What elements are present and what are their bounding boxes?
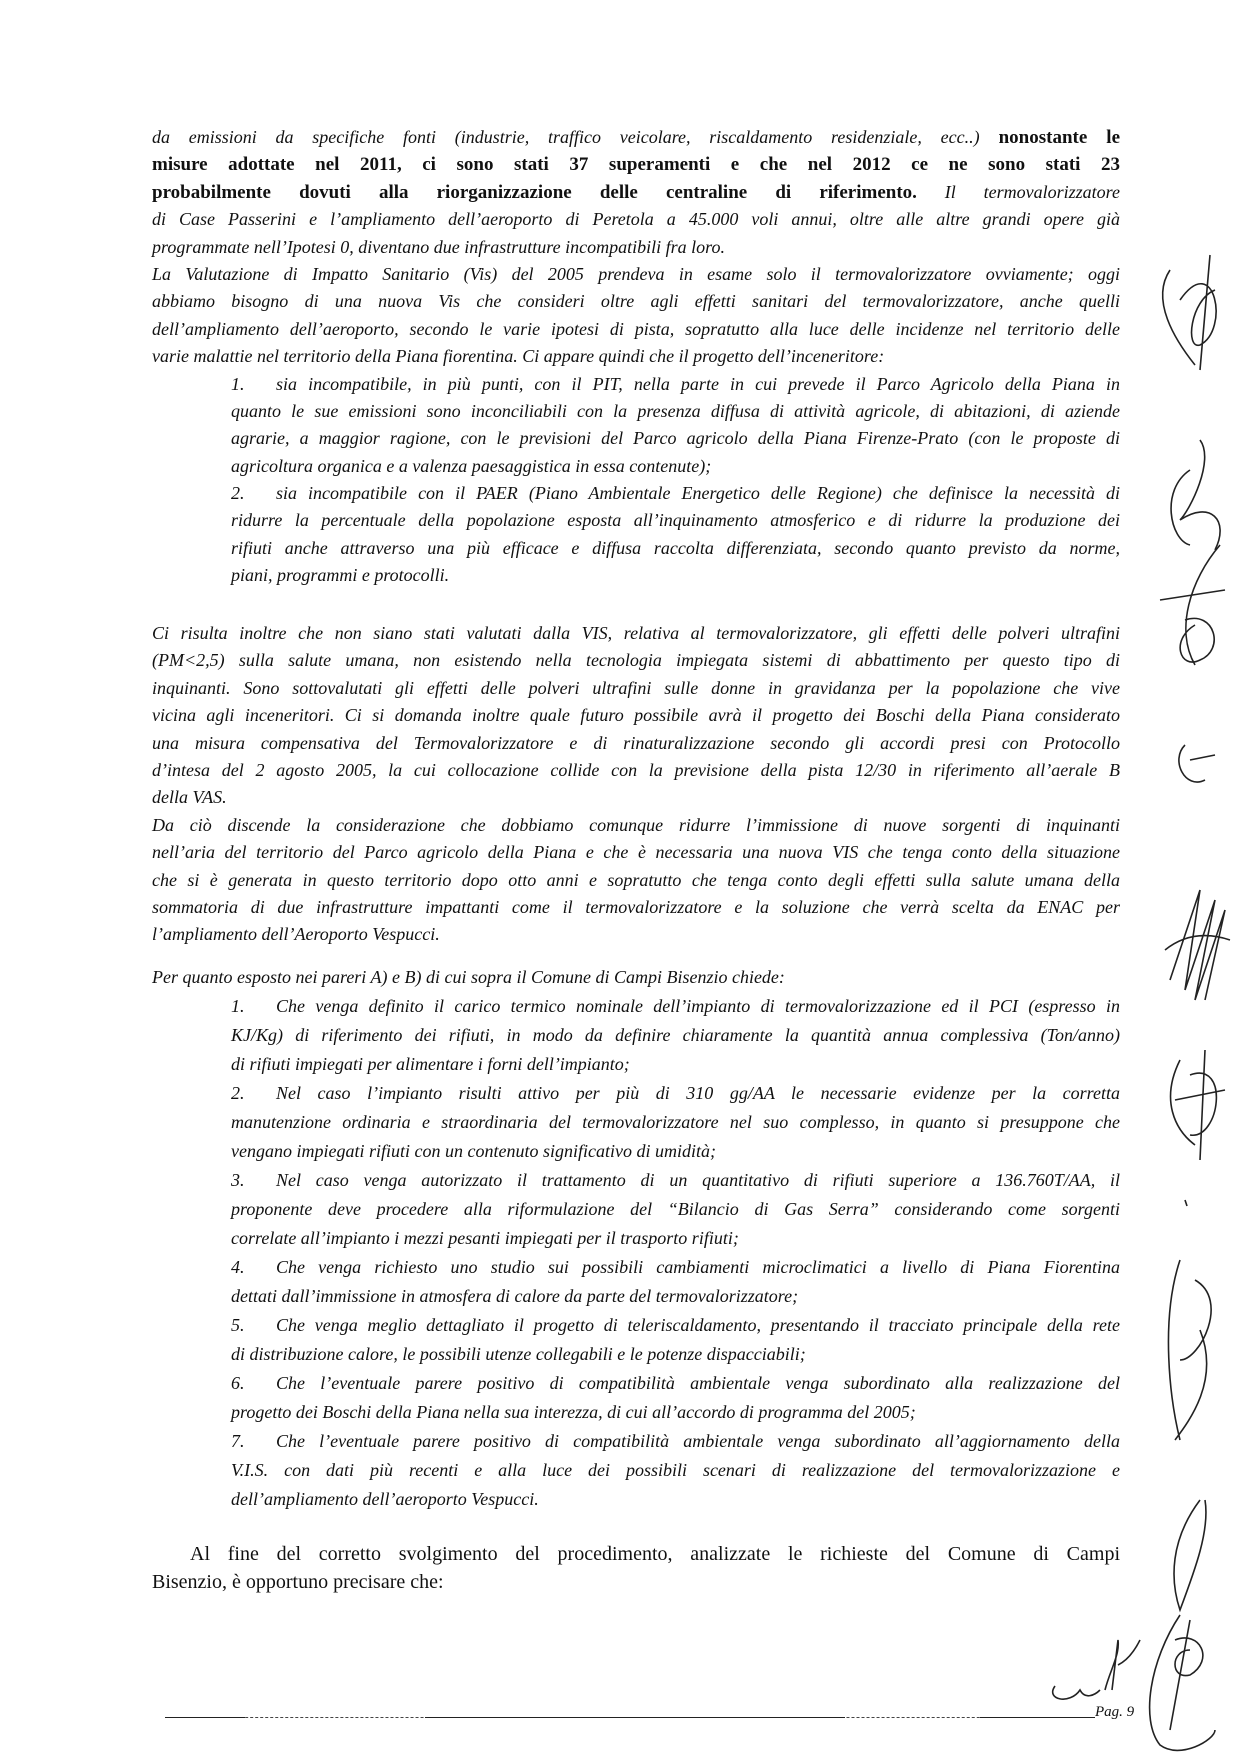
line-text: di Case Passerini e l’ampliamento dell’aeroporto di Peretola a 45.000 voli annui, oltre alle altre grandi opere già	[152, 209, 1120, 230]
closing-line	[152, 1568, 1120, 1596]
list-item-line	[231, 425, 1120, 452]
list-item-line	[231, 453, 1120, 480]
text-line	[152, 675, 1120, 702]
list-item-text: Nel caso venga autorizzato il trattamento di un quantitativo di rifiuti superiore a 136.760T/AA, il	[276, 1170, 1120, 1190]
list-item-number: 6.	[231, 1373, 245, 1393]
paragraph-ultrafine-dust	[152, 620, 1120, 812]
margin-initial-3	[1160, 545, 1225, 665]
line-text: (PM<2,5) sulla salute umana, non esistendo nella tecnologia impiegata sistemi di abbattimento per questo tipo di	[152, 650, 1120, 671]
text-line	[152, 206, 1120, 233]
list-item-line	[231, 1108, 1120, 1137]
text-line	[152, 343, 1120, 370]
line-text: inquinanti. Sono sottovalutati gli effetti delle polveri ultrafini sulle donne in gravidanza per la popolazione che vive	[152, 677, 1120, 698]
text-line	[152, 921, 1120, 948]
list-item-text: KJ/Kg) di riferimento dei rifiuti, in modo da definire chiaramente la quantità annua complessiva (Ton/anno)	[231, 1025, 1120, 1045]
line-text: abbiamo bisogno di una nuova Vis che consideri oltre agli effetti sanitari del termovalorizzatore, anche quelli	[152, 291, 1120, 312]
list-item-text: agricoltura organica e a valenza paesaggistica in essa contenute);	[231, 455, 712, 476]
text-line	[152, 812, 1120, 839]
line-text: nell’aria del territorio del Parco agricolo della Piana e che è necessaria una nuova VIS che tenga conto della situazione	[152, 842, 1120, 863]
closing-text: Bisenzio, è opportuno precisare che:	[152, 1571, 444, 1593]
line-text: dell’ampliamento dell’aeroporto, secondo le varie ipotesi di pista, sopratutto alla luce delle incidenze nel territorio delle	[152, 318, 1120, 339]
margin-initial-9	[1174, 1500, 1206, 1610]
margin-initial-8	[1168, 1260, 1211, 1440]
list-item-number: 5.	[231, 1315, 245, 1335]
line-text: sommatoria di due infrastrutture impattanti come il termovalorizzatore e la soluzione che verrà scelta da ENAC per	[152, 896, 1120, 917]
vis-section	[152, 620, 1120, 949]
text-line	[152, 316, 1120, 343]
list-item-line	[231, 371, 1120, 398]
margin-initial-1	[1163, 255, 1216, 370]
list-item-text: rifiuti anche attraverso una più efficace e diffusa raccolta differenziata, secondo quanto previsto da norme,	[231, 537, 1120, 558]
list-item-text: Che l’eventuale parere positivo di compatibilità ambientale venga subordinato all’aggiornamento della	[276, 1431, 1120, 1451]
bold-text: probabilmente dovuti alla riorganizzazione delle centraline di riferimento.	[152, 181, 917, 203]
margin-initial-6	[1171, 1050, 1225, 1160]
list-item-text: Che venga richiesto uno studio sui possibili cambiamenti microclimatici a livello di Piana Fiorentina	[276, 1257, 1120, 1277]
list-item-text: Che l’eventuale parere positivo di compatibilità ambientale venga subordinato alla realizzazione del	[276, 1373, 1120, 1393]
text-line	[152, 234, 1120, 261]
list-item-line	[231, 1021, 1120, 1050]
list-item-number: 1.	[231, 373, 245, 394]
paragraph-new-vis	[152, 812, 1120, 949]
paragraph-air-quality	[152, 124, 1120, 261]
list-item-text: agrarie, a maggior ragione, con le previsioni del Parco agricolo della Piana Firenze-Prato (con le proposte di	[231, 428, 1120, 449]
list-item-line	[231, 1340, 1120, 1369]
incompatibility-list	[152, 371, 1120, 590]
list-item-line	[231, 1195, 1120, 1224]
line-text: da emissioni da specifiche fonti (industrie, traffico veicolare, riscaldamento residenziale, ecc..)	[152, 127, 980, 147]
list-item-line	[231, 507, 1120, 534]
list-item-line	[231, 992, 1120, 1021]
list-item-number: 7.	[231, 1431, 245, 1451]
list-item-line	[231, 398, 1120, 425]
bold-text: misure adottate nel 2011, ci sono stati 37 superamenti e che nel 2012 ce ne sono stati 23	[152, 154, 1120, 176]
requests-intro-text: Per quanto esposto nei pareri A) e B) di cui sopra il Comune di Campi Bisenzio chiede:	[152, 967, 785, 987]
text-line	[152, 867, 1120, 894]
list-item-line	[231, 1427, 1120, 1456]
closing-paragraph	[152, 1540, 1120, 1596]
margin-initial-5	[1165, 890, 1230, 1000]
list-item-line	[231, 1456, 1120, 1485]
list-item-line	[231, 1253, 1120, 1282]
line-text: della VAS.	[152, 787, 227, 808]
list-item-line	[231, 1398, 1120, 1427]
line-text: d’intesa del 2 agosto 2005, la cui collocazione collide con la previsione della pista 12/30 in riferimento all’aerale B	[152, 759, 1120, 780]
list-item-line	[231, 1137, 1120, 1166]
requests-section	[152, 963, 1120, 1514]
list-item-text: sia incompatibile con il PAER (Piano Ambientale Energetico delle Regione) che definisce la necessità di	[276, 483, 1120, 504]
list-item-line	[231, 480, 1120, 507]
list-item-text: sia incompatibile, in più punti, con il PIT, nella parte in cui prevede il Parco Agricolo della Piana in	[276, 373, 1120, 394]
list-item-text: manutenzione ordinaria e straordinaria del termovalorizzatore nel suo complesso, in quanto si presuppone che	[231, 1112, 1120, 1132]
line-text: La Valutazione di Impatto Sanitario (Vis) del 2005 prendeva in esame solo il termovalorizzatore ovviamente; oggi	[152, 263, 1120, 284]
margin-initial-7	[1185, 1200, 1187, 1206]
text-line	[152, 757, 1120, 784]
text-line	[152, 702, 1120, 729]
list-item-line	[231, 562, 1120, 589]
list-item-text: ridurre la percentuale della popolazione esposta all’inquinamento atmosferico e di ridurre la produzione dei	[231, 510, 1120, 531]
text-line	[152, 288, 1120, 315]
text-line	[152, 620, 1120, 647]
text-line	[152, 124, 1120, 151]
bold-text: nonostante le	[979, 127, 1120, 148]
closing-line	[152, 1540, 1120, 1568]
list-item-text: di distribuzione calore, le possibili utenze collegabili e le potenze dispacciabili;	[231, 1344, 806, 1364]
list-item-text: dettati dall’immissione in atmosfera di calore da parte del termovalorizzatore;	[231, 1286, 799, 1306]
list-item-text: progetto dei Boschi della Piana nella sua interezza, di cui all’accordo di programma del 2005;	[231, 1402, 916, 1422]
list-item-line	[231, 1369, 1120, 1398]
list-item-line	[231, 1166, 1120, 1195]
line-text: Il termovalorizzatore	[916, 181, 1120, 202]
list-item-number: 4.	[231, 1257, 245, 1277]
line-text: vicina agli inceneritori. Ci si domanda inoltre quale futuro possibile avrà il progetto dei Boschi della Piana considerato	[152, 705, 1120, 726]
requests-list	[152, 992, 1120, 1514]
list-item-text: vengano impiegati rifiuti con un contenuto significativo di umidità;	[231, 1141, 716, 1161]
list-item-text: Che venga meglio dettagliato il progetto di teleriscaldamento, presentando il tracciato principale della rete	[276, 1315, 1120, 1335]
list-item-text: Che venga definito il carico termico nominale dell’impianto di termovalorizzazione ed il PCI (espresso in	[276, 996, 1120, 1016]
text-line	[152, 151, 1120, 178]
line-text: l’ampliamento dell’Aeroporto Vespucci.	[152, 924, 440, 945]
line-text: che si è generata in questo territorio dopo otto anni e sopratutto che tenga conto degli effetti sulla salute umana della	[152, 869, 1120, 890]
text-line	[152, 179, 1120, 206]
line-text: Ci risulta inoltre che non siano stati valutati dalla VIS, relativa al termovalorizzatore, gli effetti delle polveri ultrafini	[152, 623, 1120, 643]
list-item-line	[231, 1224, 1120, 1253]
text-line	[152, 894, 1120, 921]
line-text: varie malattie nel territorio della Piana fiorentina. Ci appare quindi che il progetto dell’inceneritore:	[152, 346, 885, 367]
list-item-line	[231, 535, 1120, 562]
list-item-text: di rifiuti impiegati per alimentare i forni dell’impianto;	[231, 1054, 630, 1074]
list-item-text: dell’ampliamento dell’aeroporto Vespucci.	[231, 1489, 539, 1509]
text-line	[152, 839, 1120, 866]
list-item-text: quanto le sue emissioni sono inconciliabili con la presenza diffusa di attività agricole, di abitazioni, di aziende	[231, 400, 1120, 421]
text-line	[152, 261, 1120, 288]
list-item-line	[231, 1311, 1120, 1340]
signature	[1053, 1640, 1140, 1699]
opening-section	[152, 124, 1120, 590]
text-line	[152, 784, 1120, 811]
list-item-number: 2.	[231, 483, 245, 504]
page-number: Pag. 9	[1095, 1704, 1135, 1720]
text-line	[152, 647, 1120, 674]
margin-initial-4	[1179, 745, 1215, 782]
list-item-line	[231, 1050, 1120, 1079]
footer-rule	[165, 1717, 1095, 1718]
list-item-number: 3.	[231, 1170, 245, 1190]
line-text: una misura compensativa del Termovalorizzatore e di rinaturalizzazione secondo gli accordi presi con Protocollo	[152, 732, 1120, 753]
list-item-line	[231, 1079, 1120, 1108]
list-item-line	[231, 1282, 1120, 1311]
line-text: programmate nell’Ipotesi 0, diventano due infrastrutture incompatibili fra loro.	[152, 236, 725, 257]
margin-initial-2	[1171, 440, 1220, 550]
list-item-number: 2.	[231, 1083, 245, 1103]
list-item-text: proponente deve procedere alla riformulazione del “Bilancio di Gas Serra” considerando come sorgenti	[231, 1199, 1120, 1219]
text-line	[152, 730, 1120, 757]
list-item-text: V.I.S. con dati più recenti e alla luce dei possibili scenari di realizzazione del termovalorizzazione e	[231, 1460, 1120, 1480]
paragraph-vis	[152, 261, 1120, 371]
closing-text: Al fine del corretto svolgimento del procedimento, analizzate le richieste del Comune di Campi	[190, 1543, 1120, 1565]
requests-intro	[152, 963, 1120, 992]
list-item-line	[231, 1485, 1120, 1514]
signature-initials	[1150, 1615, 1215, 1750]
list-item-text: correlate all’impianto i mezzi pesanti impiegati per il trasporto rifiuti;	[231, 1228, 739, 1248]
list-item-text: Nel caso l’impianto risulti attivo per più di 310 gg/AA le necessarie evidenze per la corretta	[276, 1083, 1120, 1103]
line-text: Da ciò discende la considerazione che dobbiamo comunque ridurre l’immissione di nuove sorgenti di inquinanti	[152, 814, 1120, 835]
list-item-number: 1.	[231, 996, 245, 1016]
list-item-text: piani, programmi e protocolli.	[231, 565, 450, 586]
